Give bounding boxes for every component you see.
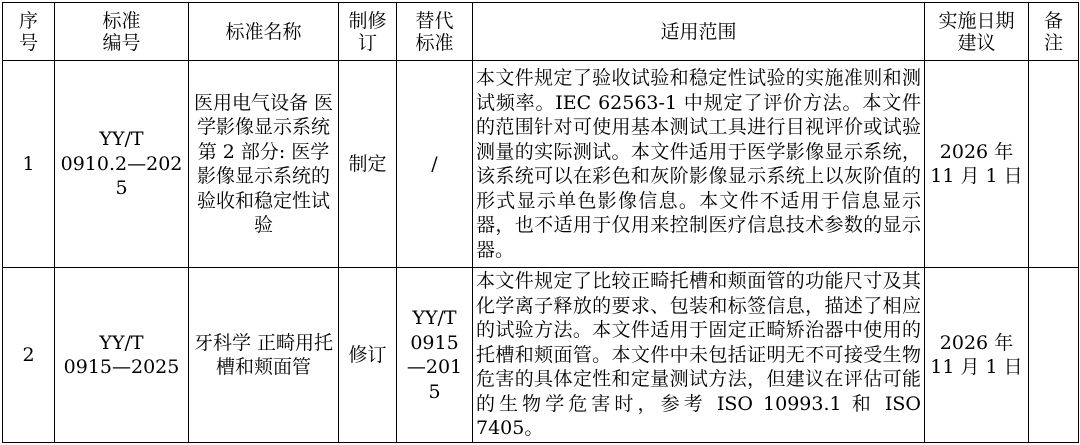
cell-code: YY/T 0910.2—202 5 (55, 61, 189, 268)
header-revise: 制修 订 (339, 3, 397, 61)
cell-seq: 2 (3, 268, 55, 443)
cell-replace: YY/T 0915 —201 5 (397, 268, 473, 443)
cell-note (1029, 268, 1079, 443)
cell-date: 2026 年 11 月 1 日 (925, 61, 1029, 268)
cell-revise: 制定 (339, 61, 397, 268)
table-row (3, 61, 1079, 268)
header-name: 标准名称 (189, 3, 339, 61)
cell-scope: 本文件规定了比较正畸托槽和颊面管的功能尺寸及其化学离子释放的要求、包装和标签信息，描述了相应的试验方法。本文件适用于固定正畸矫治器中使用的托槽和颊面管。本文件中未包括证明无不可接受生物危害的具体定性和定量测试方法，但建议在评估可能的生物学危害时，参考 ISO 10993.1 和 ISO 7405。 (473, 268, 925, 443)
cell-revise: 修订 (339, 268, 397, 443)
standards-table (2, 2, 1079, 443)
header-date: 实施日期 建议 (925, 3, 1029, 61)
cell-note (1029, 61, 1079, 268)
cell-name: 医用电气设备 医学影像显示系统 第 2 部分: 医学影像显示系统的验收和稳定性试验 (189, 61, 339, 268)
header-seq: 序 号 (3, 3, 55, 61)
cell-date: 2026 年 11 月 1 日 (925, 268, 1029, 443)
table-row (3, 268, 1079, 443)
header-code: 标准 编号 (55, 3, 189, 61)
cell-code: YY/T 0915—2025 (55, 268, 189, 443)
header-replace: 替代 标准 (397, 3, 473, 61)
cell-replace: / (397, 61, 473, 268)
cell-seq: 1 (3, 61, 55, 268)
header-scope: 适用范围 (473, 3, 925, 61)
cell-name: 牙科学 正畸用托槽和颊面管 (189, 268, 339, 443)
cell-scope: 本文件规定了验收试验和稳定性试验的实施准则和测试频率。IEC 62563-1 中规定了评价方法。本文件的范围针对可使用基本测试工具进行目视评价或试验测量的实际测试。本文件适用于医学影像显示系统，该系统可以在彩色和灰阶影像显示系统上以灰阶值的形式显示单色影像信息。本文件不适用于信息显示器，也不适用于仅用来控制医疗信息技术参数的显示器。 (473, 61, 925, 268)
header-note: 备 注 (1029, 3, 1079, 61)
header-row (3, 3, 1079, 61)
